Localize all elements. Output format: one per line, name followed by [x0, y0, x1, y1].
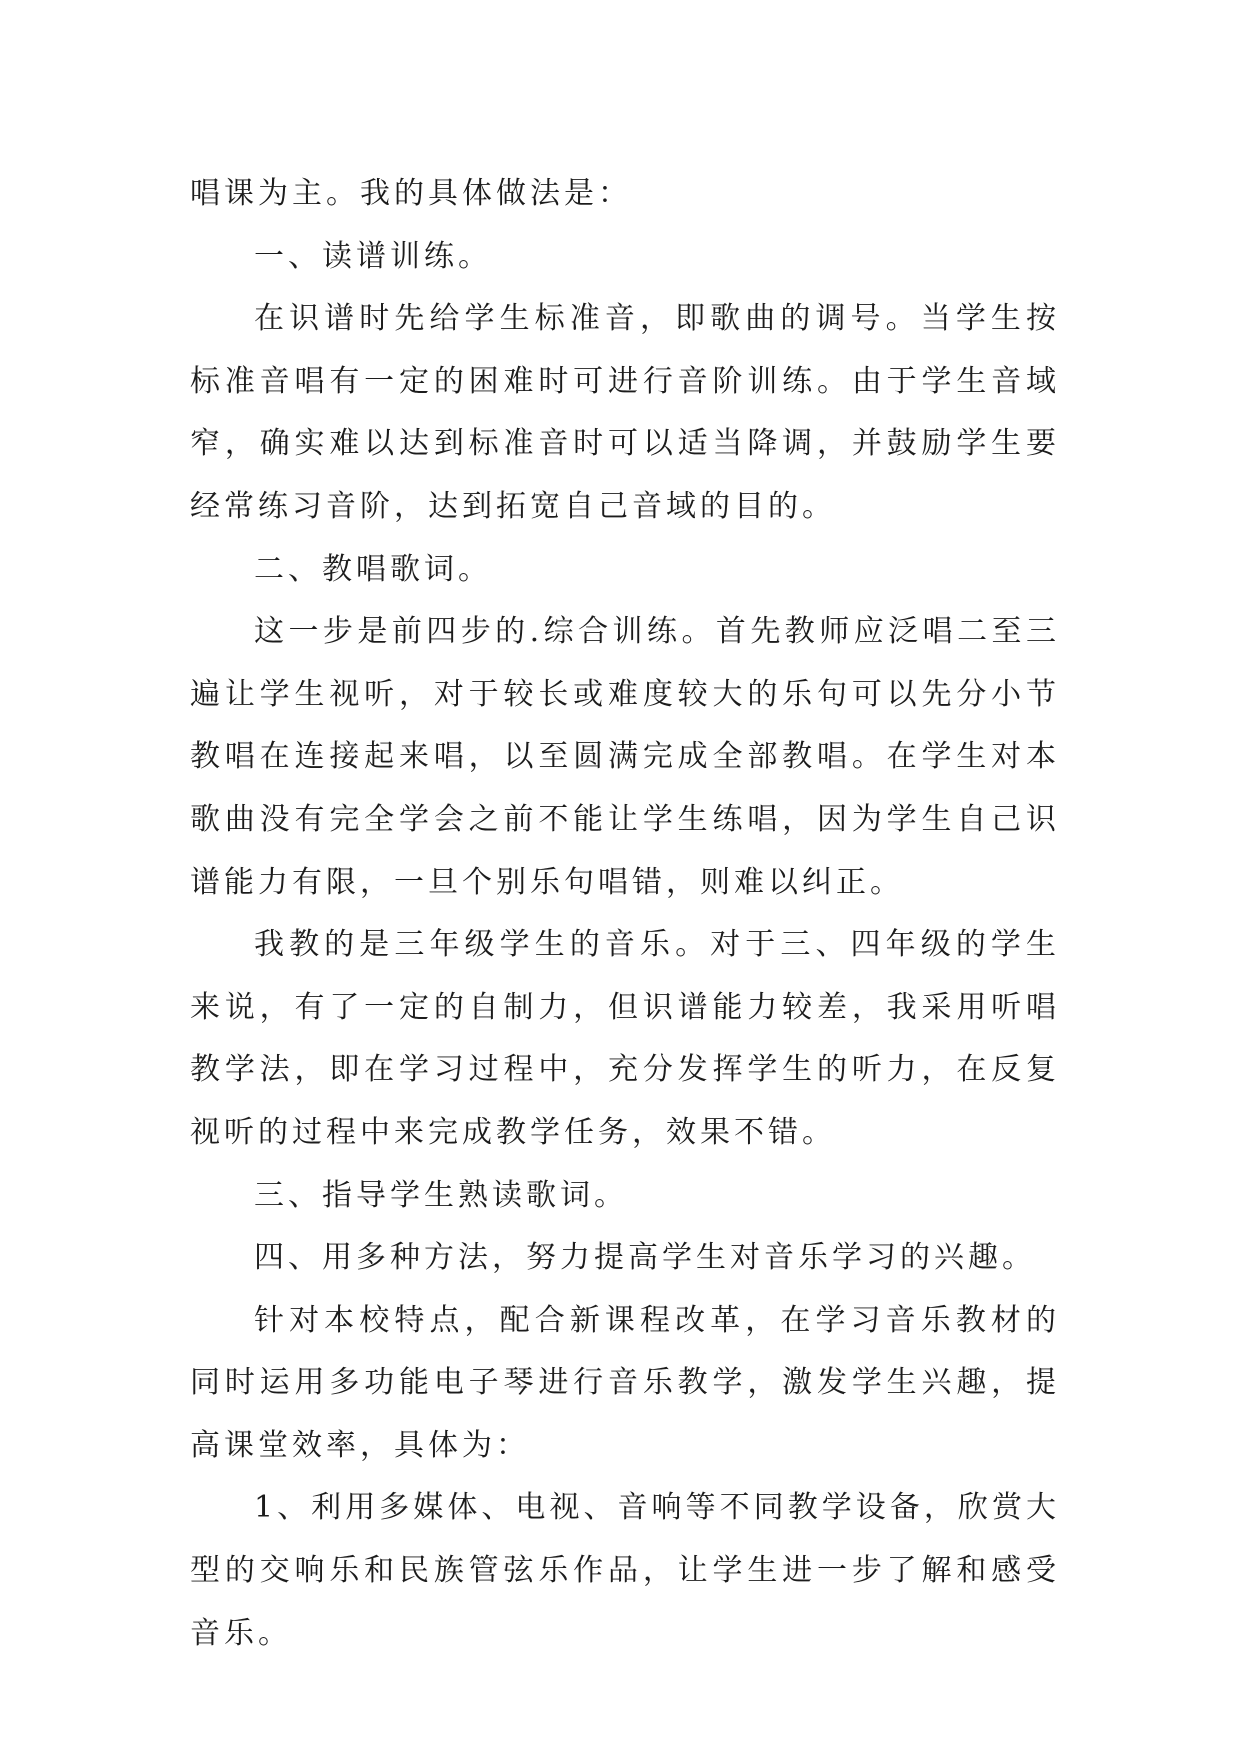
section-heading-methods: 四、用多种方法，努力提高学生对音乐学习的兴趣。: [254, 1240, 1036, 1276]
paragraph-teaching-lyrics: 这一步是前四步的.综合训练。首先教师应泛唱二至三遍让学生视听，对于较长或难度较大的乐句可以先分小节教唱在连接起来唱，以至圆满完成全部教唱。在学生对本歌曲没有完全学会之前不能让学生练唱，因为学生自己识谱能力有限，一旦个别乐句唱错，则难以纠正。: [190, 614, 1060, 900]
section-heading-teaching-lyrics: 二、教唱歌词。: [254, 551, 492, 587]
paragraph-1: 唱课为主。我的具体做法是：: [190, 176, 632, 211]
section-heading-reading-lyrics: 三、指导学生熟读歌词。: [254, 1177, 628, 1213]
list-item-1-multimedia: 1、利用多媒体、电视、音响等不同教学设备，欣赏大型的交响乐和民族管弦乐作品，让学生进一步了解和感受音乐。: [190, 1490, 1060, 1651]
section-heading-reading-score: 一、读谱训练。: [254, 238, 492, 274]
paragraph-third-grade: 我教的是三年级学生的音乐。对于三、四年级的学生来说，有了一定的自制力，但识谱能力较差，我采用听唱教学法，即在学习过程中，充分发挥学生的听力，在反复视听的过程中来完成教学任务，效果不错。: [190, 927, 1060, 1150]
paragraph-school-features: 针对本校特点，配合新课程改革，在学习音乐教材的同时运用多功能电子琴进行音乐教学，激发学生兴趣，提高课堂效率，具体为：: [190, 1302, 1060, 1463]
document-body: [190, 163, 1060, 1665]
paragraph-reading-score: 在识谱时先给学生标准音，即歌曲的调号。当学生按标准音唱有一定的困难时可进行音阶训练。由于学生音域窄，确实难以达到标准音时可以适当降调，并鼓励学生要经常练习音阶，达到拓宽自己音域的目的。: [190, 301, 1060, 524]
